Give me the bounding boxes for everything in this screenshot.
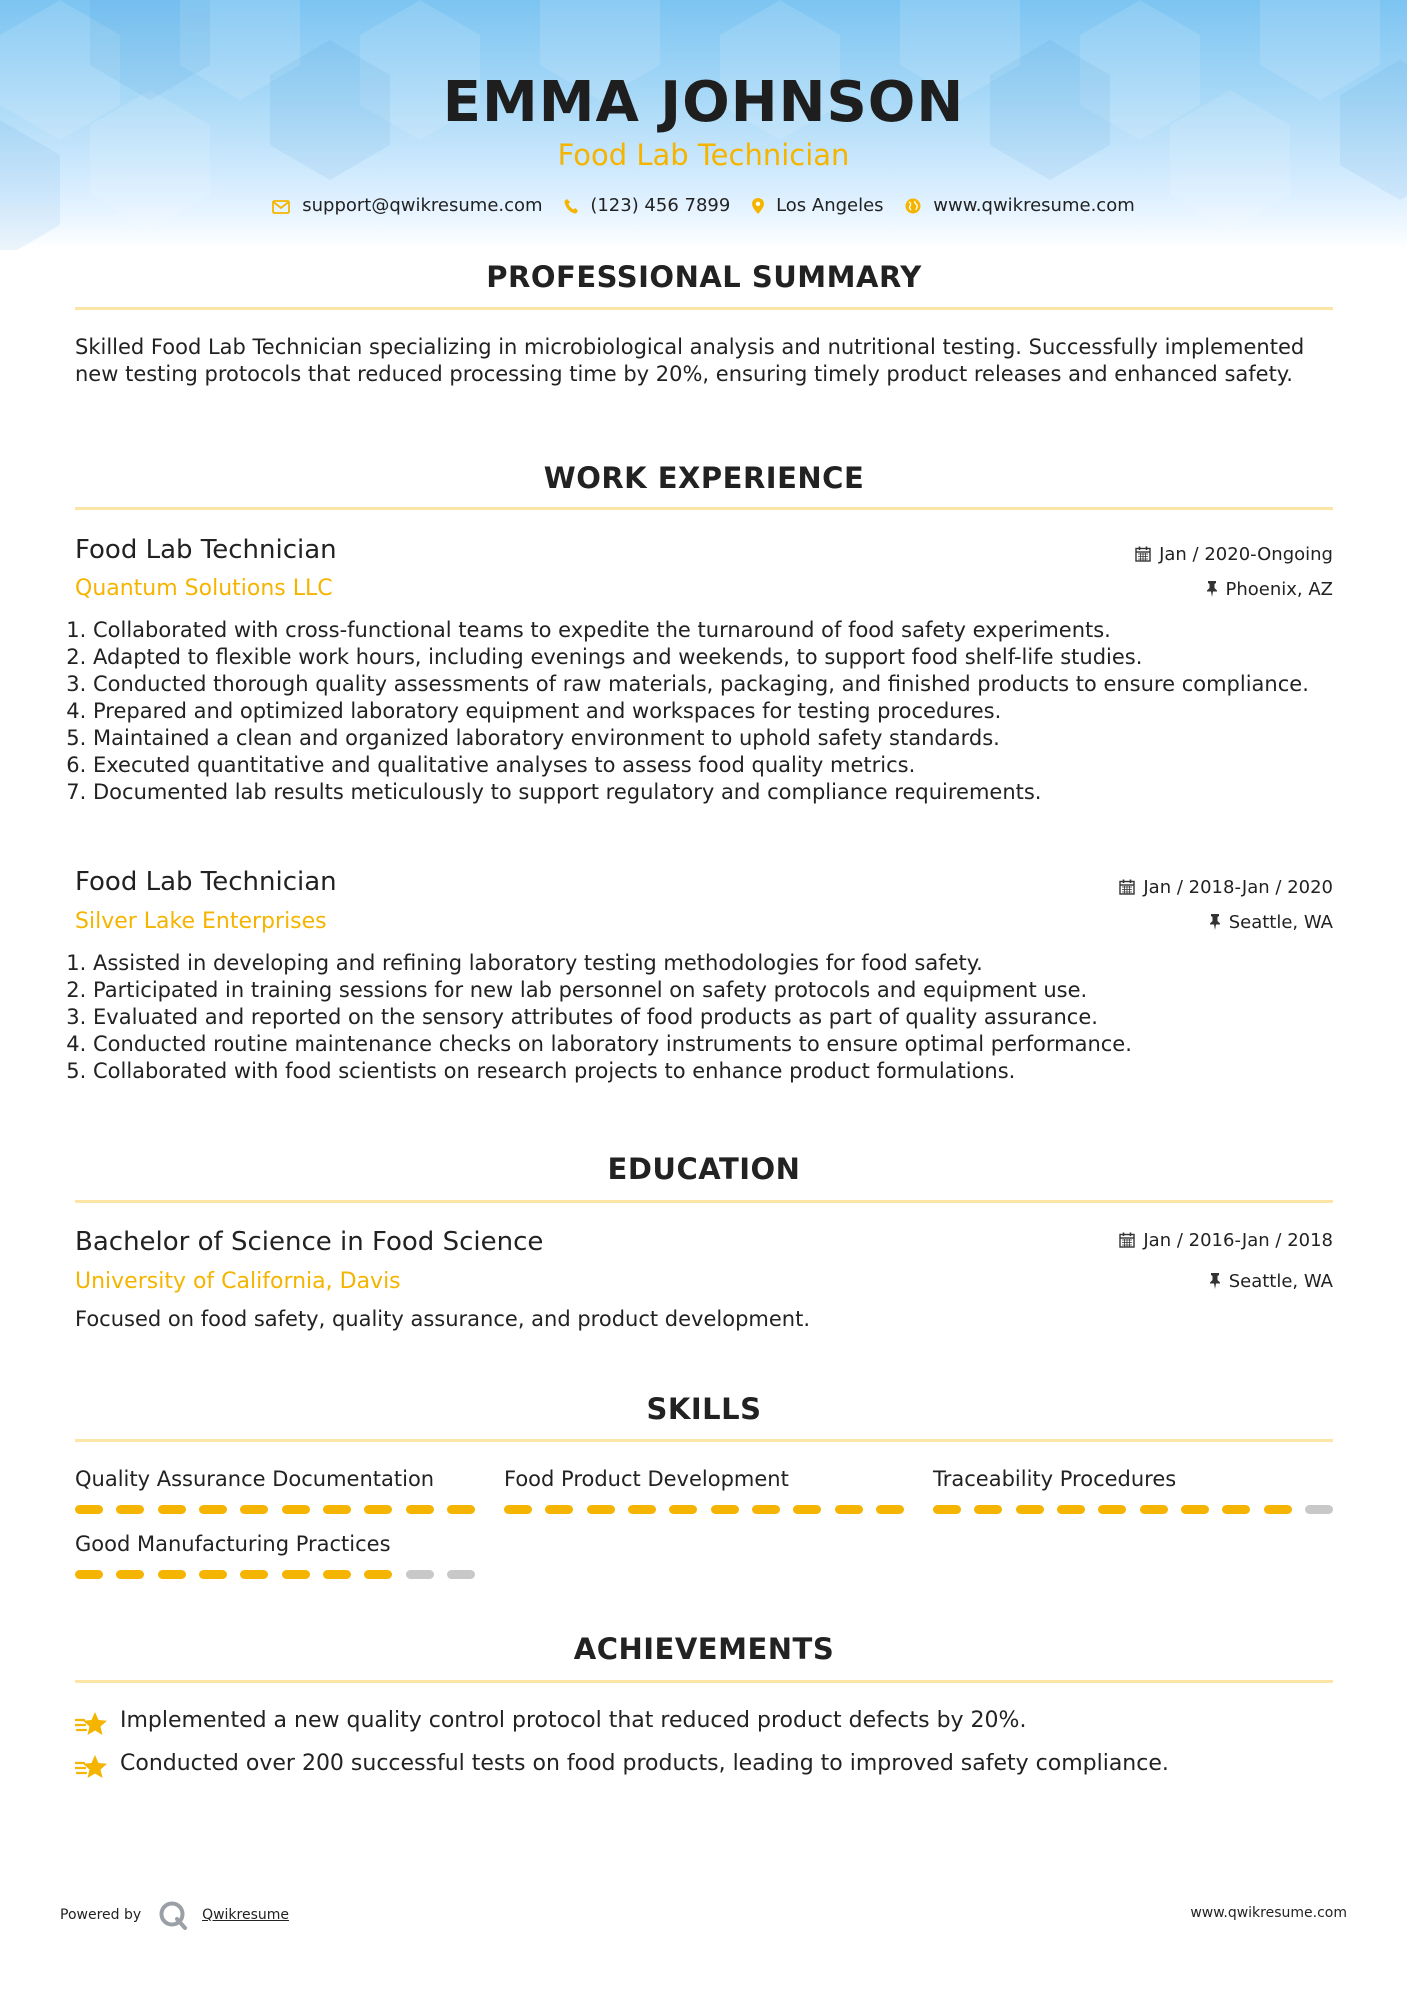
skill-dash-filled <box>587 1505 615 1514</box>
job-location-text: Seattle, WA <box>1228 912 1333 933</box>
skill-dash-empty <box>1305 1505 1333 1514</box>
list-item: 2. Adapted to flexible work hours, including evenings and weekends, to support food shelf-life studies. <box>93 644 1343 671</box>
skill-dash-filled <box>323 1570 351 1579</box>
job-bullets <box>75 950 1343 1085</box>
footer-powered-by <box>60 1900 289 1930</box>
skill-dash-filled <box>793 1505 821 1514</box>
skill-dash-filled <box>364 1505 392 1514</box>
skill-dash-filled <box>158 1570 186 1579</box>
qwikresume-logo-icon <box>158 1900 188 1930</box>
skill-dash-filled <box>282 1570 310 1579</box>
skill-rating <box>75 1505 475 1514</box>
contact-email[interactable] <box>272 195 542 216</box>
candidate-name: EMMA JOHNSON <box>442 70 965 135</box>
skill-rating <box>933 1505 1333 1514</box>
list-item: 7. Documented lab results meticulously to support regulatory and compliance requirements. <box>93 779 1343 806</box>
job-dates-text: Jan / 2020-Ongoing <box>1159 544 1333 565</box>
job-location <box>1209 912 1333 933</box>
skill-dash-filled <box>669 1505 697 1514</box>
skill-dash-filled <box>1057 1505 1085 1514</box>
pushpin-icon <box>1209 914 1221 930</box>
contact-phone[interactable] <box>564 195 730 216</box>
education-description: Focused on food safety, quality assurance, and product development. <box>75 1307 810 1331</box>
list-item: 4. Conducted routine maintenance checks on laboratory instruments to ensure optimal performance. <box>93 1031 1343 1058</box>
skill-dash-filled <box>240 1570 268 1579</box>
skill-rating <box>75 1570 475 1579</box>
list-item: 3. Conducted thorough quality assessments of raw materials, packaging, and finished products to ensure compliance. <box>93 671 1343 698</box>
skill-dash-filled <box>282 1505 310 1514</box>
list-item: 2. Participated in training sessions for new lab personnel on safety protocols and equipment use. <box>93 977 1343 1004</box>
skill-dash-filled <box>75 1505 103 1514</box>
list-item: 4. Prepared and optimized laboratory equipment and workspaces for testing procedures. <box>93 698 1343 725</box>
contact-website-text: www.qwikresume.com <box>933 194 1135 216</box>
calendar-icon <box>1135 546 1151 562</box>
skills-heading: SKILLS <box>646 1392 762 1426</box>
education-divider <box>75 1200 1333 1203</box>
list-item: 1. Assisted in developing and refining laboratory testing methodologies for food safety. <box>93 950 1343 977</box>
shooting-star-icon <box>75 1753 109 1781</box>
skill-name: Good Manufacturing Practices <box>75 1532 391 1556</box>
experience-heading: WORK EXPERIENCE <box>543 461 865 495</box>
summary-divider <box>75 307 1333 310</box>
skill-dash-filled <box>835 1505 863 1514</box>
shooting-star-icon <box>75 1710 109 1738</box>
job-title: Food Lab Technician <box>75 867 337 897</box>
skill-name: Food Product Development <box>504 1467 789 1491</box>
education-dates-text: Jan / 2016-Jan / 2018 <box>1143 1230 1333 1251</box>
qwikresume-link[interactable]: Qwikresume <box>202 1907 290 1923</box>
skill-dash-filled <box>158 1505 186 1514</box>
list-item: 1. Collaborated with cross-functional teams to expedite the turnaround of food safety experiments. <box>93 617 1343 644</box>
skill-dash-filled <box>75 1570 103 1579</box>
company-name: Silver Lake Enterprises <box>75 909 327 934</box>
list-item: 5. Collaborated with food scientists on research projects to enhance product formulations. <box>93 1058 1343 1085</box>
contact-location-text: Los Angeles <box>776 194 884 216</box>
skill-dash-filled <box>933 1505 961 1514</box>
education-heading: EDUCATION <box>607 1152 801 1186</box>
skill-dash-filled <box>240 1505 268 1514</box>
skill-dash-filled <box>974 1505 1002 1514</box>
job-dates <box>1119 877 1333 898</box>
skill-dash-filled <box>752 1505 780 1514</box>
job-title: Food Lab Technician <box>75 535 337 565</box>
phone-icon <box>564 198 578 214</box>
skill-dash-filled <box>1222 1505 1250 1514</box>
skill-dash-filled <box>1098 1505 1126 1514</box>
experience-divider <box>75 507 1333 510</box>
skill-dash-filled <box>545 1505 573 1514</box>
envelope-icon <box>272 200 290 214</box>
achievement-text: Conducted over 200 successful tests on food products, leading to improved safety compliance. <box>120 1751 1169 1776</box>
map-pin-icon <box>752 198 764 214</box>
skill-dash-filled <box>1264 1505 1292 1514</box>
job-bullets <box>75 617 1343 806</box>
skills-divider <box>75 1439 1333 1442</box>
skill-dash-filled <box>876 1505 904 1514</box>
contact-email-text: support@qwikresume.com <box>302 194 543 216</box>
skill-dash-filled <box>1181 1505 1209 1514</box>
skill-dash-filled <box>406 1505 434 1514</box>
job-dates <box>1135 544 1333 565</box>
skill-dash-filled <box>364 1570 392 1579</box>
summary-text: Skilled Food Lab Technician specializing in microbiological analysis and nutritional testing. Successfully implemented new testing protocols that reduced processing time by 20%, ensuring timely product releases and enhanced safety. <box>75 335 1305 386</box>
skill-dash-filled <box>116 1570 144 1579</box>
list-item: 6. Executed quantitative and qualitative analyses to assess food quality metrics. <box>93 752 1343 779</box>
education-dates <box>1119 1230 1333 1251</box>
powered-by-label: Powered by <box>60 1907 142 1923</box>
education-location <box>1209 1271 1333 1292</box>
job-dates-text: Jan / 2018-Jan / 2020 <box>1143 877 1333 898</box>
skill-dash-filled <box>199 1570 227 1579</box>
pushpin-icon <box>1206 581 1218 597</box>
calendar-icon <box>1119 879 1135 895</box>
degree-title: Bachelor of Science in Food Science <box>75 1227 544 1257</box>
skill-dash-filled <box>116 1505 144 1514</box>
globe-icon <box>905 198 921 214</box>
calendar-icon <box>1119 1232 1135 1248</box>
skill-dash-filled <box>323 1505 351 1514</box>
achievements-heading: ACHIEVEMENTS <box>573 1632 835 1666</box>
list-item: 3. Evaluated and reported on the sensory attributes of food products as part of quality assurance. <box>93 1004 1343 1031</box>
contact-website[interactable] <box>905 195 1134 216</box>
company-name: Quantum Solutions LLC <box>75 576 333 601</box>
skill-dash-filled <box>447 1505 475 1514</box>
skill-dash-filled <box>504 1505 532 1514</box>
skill-dash-filled <box>199 1505 227 1514</box>
achievements-divider <box>75 1680 1333 1683</box>
summary-heading: PROFESSIONAL SUMMARY <box>486 260 922 294</box>
education-location-text: Seattle, WA <box>1228 1271 1333 1292</box>
skill-name: Traceability Procedures <box>933 1467 1177 1491</box>
contact-phone-text: (123) 456 7899 <box>590 194 731 216</box>
skill-dash-filled <box>628 1505 656 1514</box>
contact-bar <box>0 194 1407 216</box>
skill-dash-filled <box>711 1505 739 1514</box>
contact-location <box>752 195 884 216</box>
candidate-role: Food Lab Technician <box>557 138 850 172</box>
skill-dash-filled <box>1016 1505 1044 1514</box>
skill-name: Quality Assurance Documentation <box>75 1467 435 1491</box>
skill-dash-filled <box>1140 1505 1168 1514</box>
footer-website[interactable]: www.qwikresume.com <box>1190 1905 1347 1921</box>
pushpin-icon <box>1209 1273 1221 1289</box>
list-item: 5. Maintained a clean and organized laboratory environment to uphold safety standards. <box>93 725 1343 752</box>
achievement-text: Implemented a new quality control protocol that reduced product defects by 20%. <box>120 1708 1027 1733</box>
job-location <box>1206 579 1334 600</box>
job-location-text: Phoenix, AZ <box>1225 579 1333 600</box>
skill-rating <box>504 1505 904 1514</box>
skill-dash-empty <box>447 1570 475 1579</box>
skill-dash-empty <box>406 1570 434 1579</box>
school-name: University of California, Davis <box>75 1269 401 1294</box>
